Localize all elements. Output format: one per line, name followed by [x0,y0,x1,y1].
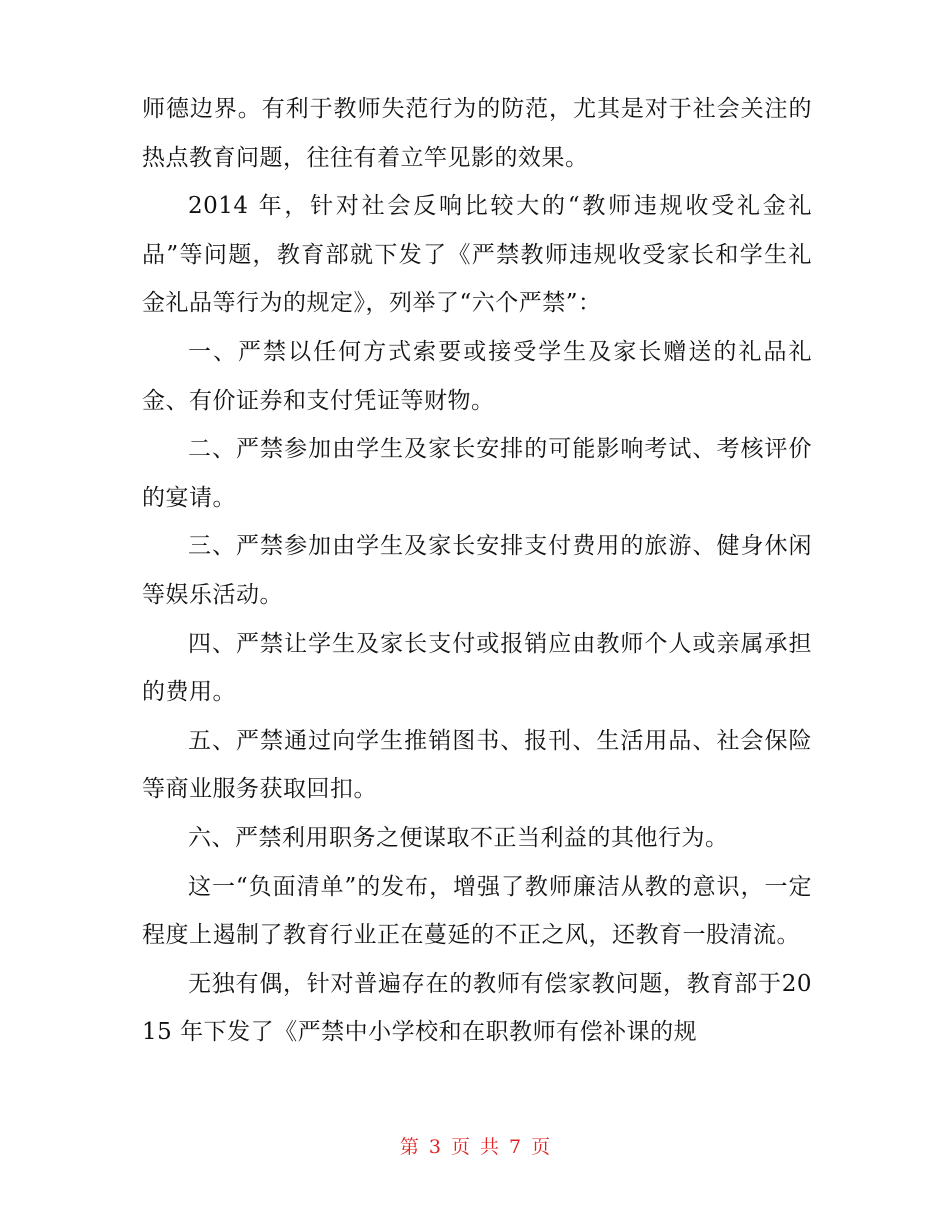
paragraph-4: 二、严禁参加由学生及家长安排的可能影响考试、考核评价的宴请。 [142,436,812,511]
document-body [142,85,812,1057]
paragraph-9: 这一“负面清单”的发布，增强了教师廉洁从教的意识，一定程度上遏制了教育行业正在蔓延的不正之风，还教育一股清流。 [142,873,812,949]
paragraph-10: 无独有偶，针对普遍存在的教师有偿家教问题，教育部于2015 年下发了《严禁中小学校和在职教师有偿补课的规 [142,970,812,1046]
paragraph-2: 2014 年，针对社会反响比较大的“教师违规收受礼金礼品”等问题，教育部就下发了《严禁教师违规收受家长和学生礼金礼品等行为的规定》，列举了“六个严禁”： [142,193,812,317]
paragraph-3: 一、严禁以任何方式索要或接受学生及家长赠送的礼品礼金、有价证券和支付凭证等财物。 [142,338,812,414]
page-number-footer: 第 3 页 共 7 页 [399,1136,551,1158]
paragraph-8: 六、严禁利用职务之便谋取不正当利益的其他行为。 [188,824,729,851]
paragraph-5: 三、严禁参加由学生及家长安排支付费用的旅游、健身休闲等娱乐活动。 [142,533,812,608]
paragraph-7: 五、严禁通过向学生推销图书、报刊、生活用品、社会保险等商业服务获取回扣。 [142,727,812,803]
paragraph-6: 四、严禁让学生及家长支付或报销应由教师个人或亲属承担的费用。 [142,630,812,706]
paragraph-1: 师德边界。有利于教师失范行为的防范，尤其是对于社会关注的热点教育问题，往往有着立竿见影的效果。 [142,96,812,171]
